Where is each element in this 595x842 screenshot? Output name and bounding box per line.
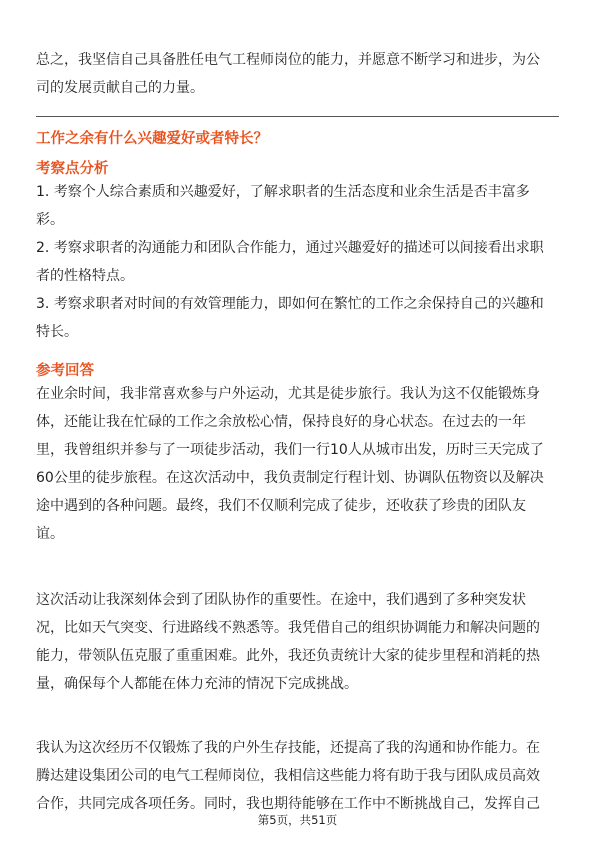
answer-p1-line-6: 谊。 [36,526,64,542]
analysis-item-1-line-1: 1. 考察个人综合素质和兴趣爱好，了解求职者的生活态度和业余生活是否丰富多 [36,184,530,200]
analysis-item-3-line-2: 特长。 [36,324,78,340]
answer-p2-line-3: 能力，带领队伍克服了重重困难。此外，我还负责统计大家的徒步里程和消耗的热 [36,648,540,664]
answer-paragraph-1 [36,380,561,548]
analysis-item-3 [36,290,561,346]
answer-paragraph-2 [36,586,561,698]
answer-p3-line-3: 合作，共同完成各项任务。同时，我也期待能够在工作中不断挑战自己，发挥自己 [36,796,540,812]
answer-p1-line-4: 60公里的徒步旅程。在这次活动中，我负责制定行程计划、协调队伍物资以及解决 [36,470,544,486]
analysis-item-2 [36,234,561,290]
analysis-item-2-line-2: 者的性格特点。 [36,268,134,284]
answer-p2-line-4: 量，确保每个人都能在体力充沛的情况下完成挑战。 [36,676,358,692]
answer-p3-line-1: 我认为这次经历不仅锻炼了我的户外生存技能，还提高了我的沟通和协作能力。在 [36,740,540,756]
section-divider [36,116,559,117]
answer-p1-line-2: 体，还能让我在忙碌的工作之余放松心情，保持良好的身心状态。在过去的一年 [36,414,526,430]
analysis-heading: 考察点分析 [36,161,109,177]
analysis-item-1 [36,178,561,234]
answer-p1-line-5: 途中遇到的各种问题。最终，我们不仅顺利完成了徒步，还收获了珍贵的团队友 [36,498,526,514]
question-title: 工作之余有什么兴趣爱好或者特长？ [36,131,268,147]
answer-heading: 参考回答 [36,363,94,379]
intro-paragraph [36,46,561,102]
answer-p3-line-2: 腾达建设集团公司的电气工程师岗位，我相信这些能力将有助于我与团队成员高效 [36,768,540,784]
intro-line-2: 司的发展贡献自己的力量。 [36,80,204,96]
answer-p1-line-1: 在业余时间，我非常喜欢参与户外运动，尤其是徒步旅行。我认为这不仅能锻炼身 [36,386,540,402]
answer-p2-line-1: 这次活动让我深刻体会到了团队协作的重要性。在途中，我们遇到了多种突发状 [36,592,526,608]
answer-paragraph-3 [36,734,561,818]
intro-line-1: 总之，我坚信自己具备胜任电气工程师岗位的能力，并愿意不断学习和进步，为公 [36,52,540,68]
answer-p2-line-2: 况，比如天气突变、行进路线不熟悉等。我凭借自己的组织协调能力和解决问题的 [36,620,540,636]
answer-p1-line-3: 里，我曾组织并参与了一项徒步活动，我们一行10人从城市出发，历时三天完成了 [36,442,544,458]
page-number: 第5页，共51页 [257,813,338,827]
analysis-item-2-line-1: 2. 考察求职者的沟通能力和团队合作能力，通过兴趣爱好的描述可以间接看出求职 [36,240,544,256]
analysis-item-3-line-1: 3. 考察求职者对时间的有效管理能力，即如何在繁忙的工作之余保持自己的兴趣和 [36,296,544,312]
analysis-item-1-line-2: 彩。 [36,212,64,228]
